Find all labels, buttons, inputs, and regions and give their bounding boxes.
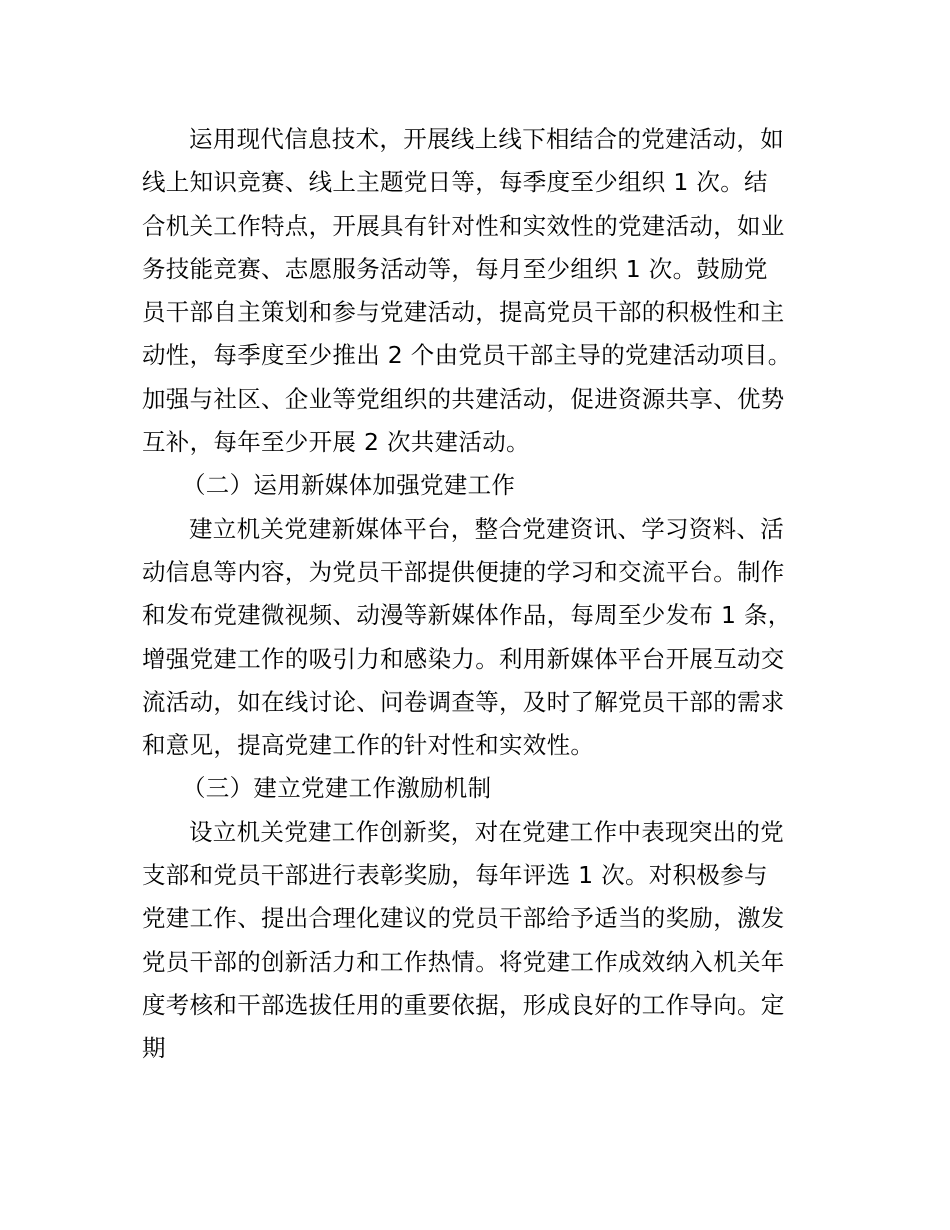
text-line: 设立机关党建工作创新奖，对在党建工作中表现突出的党 — [189, 817, 784, 846]
text-line: 动信息等内容，为党员干部提供便捷的学习和交流平台。制作 — [142, 557, 785, 586]
text-line: 线上知识竞赛、线上主题党日等，每季度至少组织 1 次。结 — [142, 168, 768, 197]
text-line: 动性，每季度至少推出 2 个由党员干部主导的党建活动项目。 — [142, 341, 792, 370]
text-line: 党建工作、提出合理化建议的党员干部给予适当的奖励，激发 — [142, 904, 785, 933]
text-line: 期 — [142, 1034, 166, 1063]
text-line: 运用现代信息技术，开展线上线下相结合的党建活动，如 — [189, 125, 784, 153]
text-line: 合机关工作特点，开展具有针对性和实效性的党建活动，如业 — [142, 211, 785, 240]
text-line: 加强与社区、企业等党组织的共建活动，促进资源共享、优势 — [142, 384, 785, 413]
section-heading: （三）建立党建工作激励机制 — [182, 774, 492, 803]
section-heading-new-media — [142, 464, 814, 507]
text-line: 增强党建工作的吸引力和感染力。利用新媒体平台开展互动交 — [142, 644, 785, 673]
paragraph-new-media-platform — [142, 508, 814, 768]
text-line: 度考核和干部选拔任用的重要依据，形成良好的工作导向。定 — [142, 990, 785, 1019]
text-line: 互补，每年至少开展 2 次共建活动。 — [142, 428, 530, 457]
text-line: 务技能竞赛、志愿服务活动等，每月至少组织 1 次。鼓励党 — [142, 254, 768, 283]
text-line: 建立机关党建新媒体平台，整合党建资讯、学习资料、活 — [189, 514, 784, 543]
text-line: 流活动，如在线讨论、问卷调查等，及时了解党员干部的需求 — [142, 687, 785, 716]
text-line: 和发布党建微视频、动漫等新媒体作品，每周至少发布 1 条， — [142, 601, 792, 630]
section-heading: （二）运用新媒体加强党建工作 — [182, 471, 516, 500]
document-page — [142, 118, 814, 1071]
section-heading-incentive-mechanism — [142, 767, 814, 810]
paragraph-innovation-award — [142, 811, 814, 1071]
text-line: 员干部自主策划和参与党建活动，提高党员干部的积极性和主 — [142, 298, 785, 327]
text-line: 党员干部的创新活力和工作热情。将党建工作成效纳入机关年 — [142, 947, 785, 976]
text-line: 支部和党员干部进行表彰奖励，每年评选 1 次。对积极参与 — [142, 861, 768, 890]
text-line: 和意见，提高党建工作的针对性和实效性。 — [142, 731, 595, 760]
paragraph-online-offline-activities — [142, 118, 814, 464]
